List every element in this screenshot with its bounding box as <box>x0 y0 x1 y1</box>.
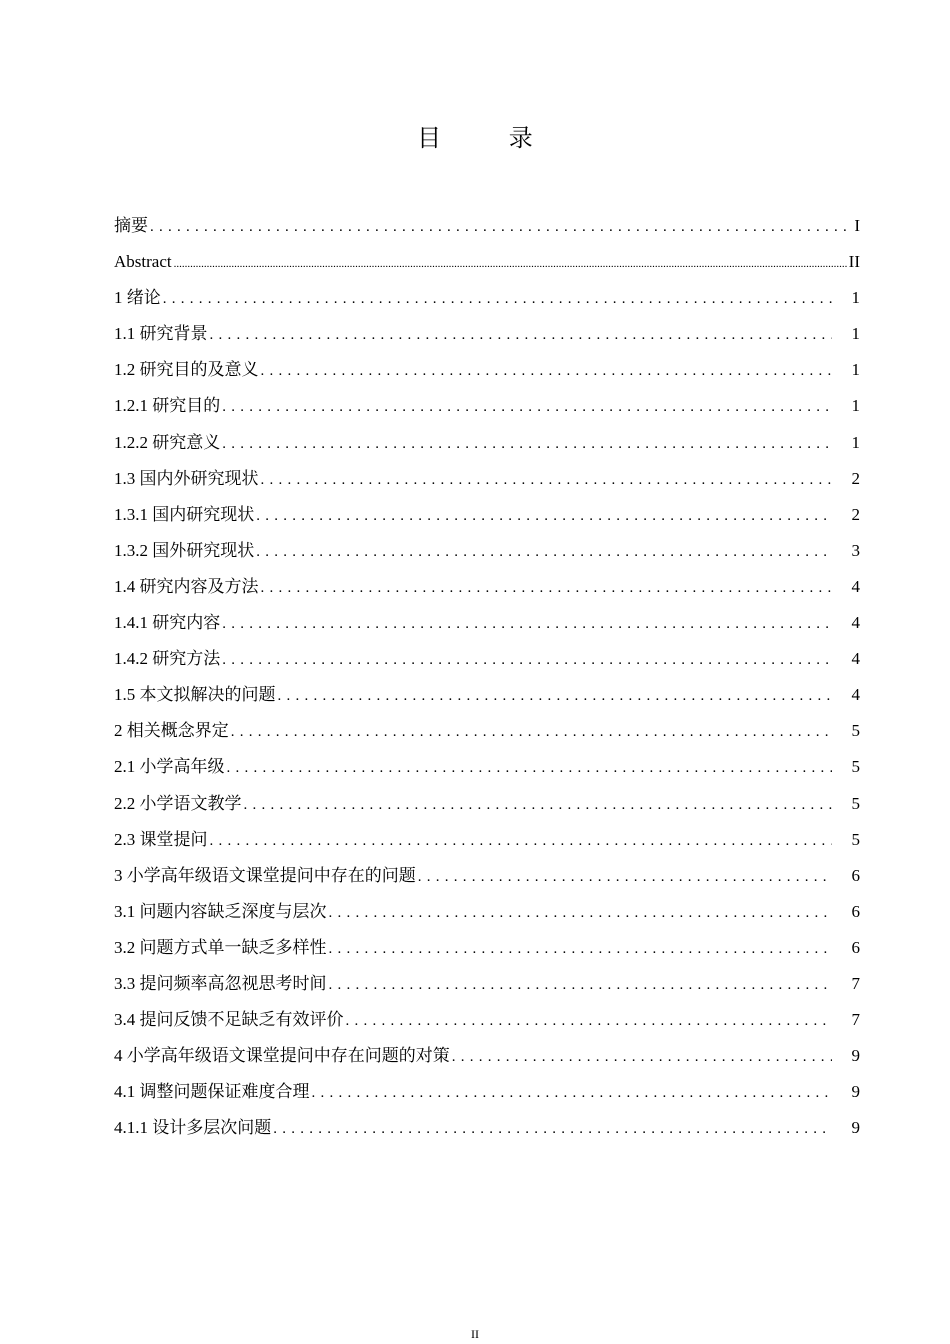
toc-leader-dots <box>163 281 832 317</box>
toc-entry-page: 4 <box>851 685 860 705</box>
toc-leader-dots <box>329 895 833 931</box>
toc-entry-page: 1 <box>851 360 860 380</box>
toc-entry[interactable] <box>114 316 860 352</box>
toc-entry[interactable] <box>114 533 860 569</box>
toc-leader-dots <box>174 245 847 282</box>
toc-entry-page: 1 <box>851 324 860 344</box>
toc-leader-dots <box>227 750 833 786</box>
toc-entry-page: 9 <box>851 1046 860 1066</box>
toc-entry-page: 9 <box>851 1082 860 1102</box>
table-of-contents <box>114 208 860 1146</box>
toc-entry[interactable] <box>114 352 860 388</box>
toc-entry-page: 5 <box>851 829 860 849</box>
toc-entry-label: 2 相关概念界定 <box>114 721 229 741</box>
toc-leader-dots <box>222 426 832 462</box>
toc-entry-label: 3.1 问题内容缺乏深度与层次 <box>114 901 327 921</box>
toc-entry[interactable] <box>114 966 860 1002</box>
toc-entry-label: 4.1 调整问题保证难度合理 <box>114 1082 310 1102</box>
toc-entry-page: I <box>854 216 860 235</box>
toc-entry-page: 6 <box>851 937 860 957</box>
toc-entry-label: 2.2 小学语文教学 <box>114 793 242 813</box>
toc-entry[interactable] <box>114 388 860 424</box>
toc-entry[interactable] <box>114 1110 860 1146</box>
toc-leader-dots <box>222 642 832 678</box>
toc-entry-label: 1.4.2 研究方法 <box>114 649 221 669</box>
toc-leader-dots <box>278 678 833 714</box>
toc-entry-page: 5 <box>851 757 860 777</box>
toc-entry-page: 1 <box>851 432 860 452</box>
toc-entry-label: 1.5 本文拟解决的问题 <box>114 685 276 705</box>
toc-leader-dots <box>261 462 833 498</box>
toc-entry[interactable] <box>114 930 860 966</box>
toc-entry-label: 4 小学高年级语文课堂提问中存在问题的对策 <box>114 1046 450 1066</box>
toc-entry-page: 7 <box>851 973 860 993</box>
toc-entry-label: 3.2 问题方式单一缺乏多样性 <box>114 937 327 957</box>
toc-entry[interactable] <box>114 677 860 713</box>
toc-entry-label: 2.3 课堂提问 <box>114 829 208 849</box>
page-number-footer: II <box>471 1327 479 1341</box>
toc-entry-label: 1.2.1 研究目的 <box>114 396 221 416</box>
toc-entry[interactable] <box>114 713 860 749</box>
toc-entry-page: 5 <box>851 793 860 813</box>
toc-entry-abstract-cn[interactable] <box>114 208 860 244</box>
toc-leader-dots <box>244 787 833 823</box>
toc-entry[interactable] <box>114 894 860 930</box>
toc-leader-dots <box>261 353 833 389</box>
toc-entry[interactable] <box>114 605 860 641</box>
toc-entry-label: 1.3.2 国外研究现状 <box>114 540 255 560</box>
toc-leader-dots <box>231 714 832 750</box>
toc-entry-page: 7 <box>851 1010 860 1030</box>
toc-entry-label: 3.4 提问反馈不足缺乏有效评价 <box>114 1010 344 1030</box>
toc-entry[interactable] <box>114 641 860 677</box>
toc-entry-page: 3 <box>851 540 860 560</box>
toc-leader-dots <box>329 931 833 967</box>
page-title: 目 录 <box>417 124 563 152</box>
toc-entry[interactable] <box>114 1074 860 1110</box>
toc-entry-page: 6 <box>851 901 860 921</box>
toc-entry-page: 4 <box>851 576 860 596</box>
toc-entry[interactable] <box>114 822 860 858</box>
toc-leader-dots <box>261 570 833 606</box>
toc-entry-label: 1.4 研究内容及方法 <box>114 576 259 596</box>
toc-leader-dots <box>256 534 832 570</box>
toc-entry[interactable] <box>114 497 860 533</box>
toc-leader-dots <box>256 498 832 534</box>
toc-entry-page: 4 <box>851 613 860 633</box>
toc-entry-label: 1.2.2 研究意义 <box>114 432 221 452</box>
toc-entry-abstract-en[interactable] <box>114 244 860 280</box>
toc-leader-dots <box>329 967 833 1003</box>
toc-entry[interactable] <box>114 461 860 497</box>
toc-entry[interactable] <box>114 569 860 605</box>
toc-entry-page: 2 <box>851 504 860 524</box>
toc-entry-page: 4 <box>851 649 860 669</box>
toc-entry[interactable] <box>114 1002 860 1038</box>
toc-entry[interactable] <box>114 749 860 785</box>
toc-leader-dots <box>452 1039 832 1075</box>
toc-entry-page: 2 <box>851 468 860 488</box>
toc-entry-label: 1 绪论 <box>114 288 161 308</box>
toc-entry-label: 2.1 小学高年级 <box>114 757 225 777</box>
toc-entry-page: 5 <box>851 721 860 741</box>
toc-leader-dots <box>210 317 833 353</box>
toc-leader-dots <box>222 389 832 425</box>
toc-entry[interactable] <box>114 280 860 316</box>
toc-entry-label: 1.1 研究背景 <box>114 324 208 344</box>
toc-leader-dots <box>222 606 832 642</box>
toc-leader-dots <box>418 859 832 895</box>
toc-leader-dots <box>150 209 852 245</box>
toc-entry-label: 1.3 国内外研究现状 <box>114 468 259 488</box>
toc-entry-label: 1.3.1 国内研究现状 <box>114 504 255 524</box>
toc-entry[interactable] <box>114 425 860 461</box>
toc-entry-label: 1.4.1 研究内容 <box>114 613 221 633</box>
toc-entry-page: 6 <box>851 865 860 885</box>
toc-entry[interactable] <box>114 1038 860 1074</box>
toc-entry-page: 1 <box>851 288 860 308</box>
toc-entry-label: 1.2 研究目的及意义 <box>114 360 259 380</box>
toc-entry-page: 1 <box>851 396 860 416</box>
toc-entry-page: II <box>848 252 860 272</box>
toc-leader-dots <box>312 1075 833 1111</box>
toc-entry-label: 3.3 提问频率高忽视思考时间 <box>114 973 327 993</box>
toc-entry-label: Abstract <box>114 252 172 272</box>
toc-entry-label: 4.1.1 设计多层次问题 <box>114 1118 272 1138</box>
toc-leader-dots <box>210 823 833 859</box>
toc-entry-label: 摘要 <box>114 216 148 235</box>
toc-entry[interactable] <box>114 858 860 894</box>
toc-leader-dots <box>273 1111 832 1147</box>
toc-entry-page: 9 <box>851 1118 860 1138</box>
toc-leader-dots <box>346 1003 833 1039</box>
toc-entry[interactable] <box>114 786 860 822</box>
toc-entry-label: 3 小学高年级语文课堂提问中存在的问题 <box>114 865 416 885</box>
